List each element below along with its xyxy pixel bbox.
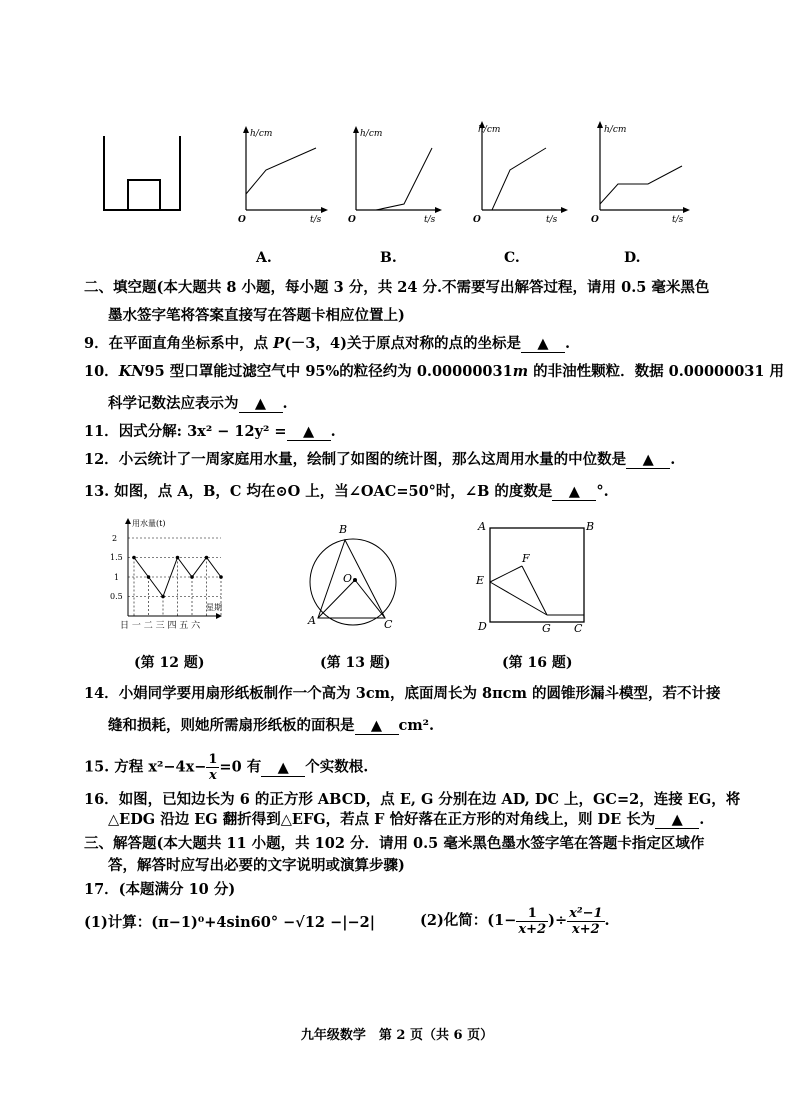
data-point-三 (176, 556, 180, 560)
point-b-label: B (586, 520, 595, 533)
answer-blank: ▲ (355, 718, 399, 735)
question-14-line2: 缝和损耗，则她所需扇形纸板的面积是 ▲ cm². (108, 717, 435, 734)
answer-blank: ▲ (521, 336, 565, 353)
point-a-label: A (308, 614, 316, 627)
y-axis-label: h/cm (250, 129, 273, 139)
question-15: 15. 方程 x²−4x− $\frac{1}{x}$ =0 有 ▲ 个实数根. (84, 752, 369, 783)
x-axis-label: t/s (424, 215, 436, 224)
fraction: $\frac{1}{x}$ (208, 752, 218, 783)
page-footer: 九年级数学 第 2 页（共 6 页） (300, 1028, 494, 1043)
answer-blank: ▲ (239, 396, 283, 413)
question-17-part1: (1)计算：(π−1)⁰+4sin60° −√12 −|−2| (84, 914, 376, 931)
origin-label: O (591, 215, 599, 224)
question-16-line2: △EDG 沿边 EG 翻折得到△EFG，若点 F 恰好落在正方形的对角线上，则 DE 长为 ▲ . (108, 811, 705, 828)
section3-heading-line1: 三、解答题(本大题共 11 小题，共 102 分．请用 0.5 毫米黑色墨水签字笔在答题卡指定区域作 (84, 835, 705, 852)
y-axis-label: h/cm (478, 125, 501, 135)
point-c-label: C (574, 622, 583, 634)
question-16: 16．如图，已知边长为 6 的正方形 ABCD，点 E, G 分别在边 AD, DC 上，GC=2，连接 EG，将 (84, 791, 741, 808)
figure-13-circle (300, 520, 410, 632)
point-a-label: A (478, 520, 486, 533)
answer-blank: ▲ (552, 484, 596, 501)
x-axis-label: t/s (310, 215, 322, 224)
y-tick: 2 (112, 534, 118, 543)
point-g-label: G (542, 622, 551, 634)
point-d-label: D (478, 620, 487, 633)
data-point-一 (147, 575, 151, 579)
question-17-title: 17．(本题满分 10 分) (84, 881, 236, 898)
y-axis-label: h/cm (604, 125, 627, 135)
container-figure (100, 130, 186, 216)
question-13: 13. 如图，点 A，B，C 均在⊙O 上，当∠OAC=50°时，∠B 的度数是 ▲ °. (84, 483, 609, 500)
data-point-四 (190, 575, 194, 579)
fraction: $\frac{\text{x²−1}}{x+2}$ (569, 905, 603, 937)
y-tick: 1 (114, 573, 120, 582)
question-9: 9．在平面直角坐标系中，点 P(－3，4)关于原点对称的点的坐标是 ▲ . (84, 335, 571, 352)
section2-heading-line1: 二、填空题(本大题共 8 小题，每小题 3 分，共 24 分.不需要写出解答过程，请用 0.5 毫米黑色 (84, 279, 710, 296)
figure-13-caption: (第 13 题) (320, 655, 391, 671)
origin-label: O (348, 215, 356, 224)
option-a-label: A. (256, 250, 272, 266)
x-axis-label: t/s (546, 215, 558, 224)
data-point-日 (132, 556, 136, 560)
option-d-label: D. (624, 250, 641, 266)
origin-label: O (238, 215, 246, 224)
graph-c (470, 112, 570, 224)
point-e-label: E (476, 574, 485, 587)
question-11: 11．因式分解: 3x² − 12y² = ▲ . (84, 423, 336, 440)
option-b-label: B. (380, 250, 397, 266)
answer-blank: ▲ (287, 424, 331, 441)
question-17-part2: (2)化简：(1− $\frac{1}{x+2}$ )÷ $\frac{\text{x²−1}}{x+2}$ . (420, 905, 610, 937)
question-12: 12．小云统计了一周家庭用水量，绘制了如图的统计图，那么这周用水量的中位数是 ▲ . (84, 451, 676, 468)
point-b-label: B (339, 523, 348, 536)
option-c-label: C. (504, 250, 520, 266)
fraction: $\frac{1}{x+2}$ (518, 905, 547, 937)
answer-blank: ▲ (626, 452, 670, 469)
question-10: 10．KN95 型口罩能过滤空气中 95%的粒径约为 0.00000031m 的非油性颗粒．数据 0.00000031 用 (84, 363, 785, 380)
chart-day-labels: 日 一 二 三 四 五 六 (120, 621, 201, 631)
graph-a (236, 118, 328, 224)
question-14: 14．小娟同学要用扇形纸板制作一个高为 3cm，底面周长为 8πcm 的圆锥形漏斗模型，若不计接 (84, 685, 721, 702)
figure-12-chart (106, 514, 230, 632)
question-10-line2: 科学记数法应表示为 ▲ . (108, 395, 288, 412)
y-axis-label: h/cm (360, 129, 383, 139)
y-tick: 1.5 (110, 553, 123, 562)
data-point-二 (161, 595, 165, 599)
point-f-label: F (522, 552, 530, 565)
point-c-label: C (384, 618, 393, 631)
data-point-六 (219, 575, 223, 579)
chart-y-label: 用水量(t) (132, 519, 166, 528)
y-tick: 0.5 (110, 592, 123, 601)
data-point-五 (205, 556, 209, 560)
figure-12-caption: (第 12 题) (134, 655, 205, 671)
graph-d (590, 112, 690, 224)
graph-b (346, 118, 442, 224)
answer-blank: ▲ (655, 812, 699, 829)
section3-heading-line2: 答，解答时应写出必要的文字说明或演算步骤) (108, 857, 405, 874)
figure-16-caption: (第 16 题) (502, 655, 573, 671)
point-o-label: O (343, 572, 353, 585)
answer-blank: ▲ (261, 760, 305, 777)
figure-16-square (470, 516, 600, 634)
section2-heading-line2: 墨水签字笔将答案直接写在答题卡相应位置上) (108, 307, 405, 324)
origin-label: O (473, 215, 481, 224)
chart-x-label: 星期 (206, 603, 222, 612)
x-axis-label: t/s (672, 215, 684, 224)
